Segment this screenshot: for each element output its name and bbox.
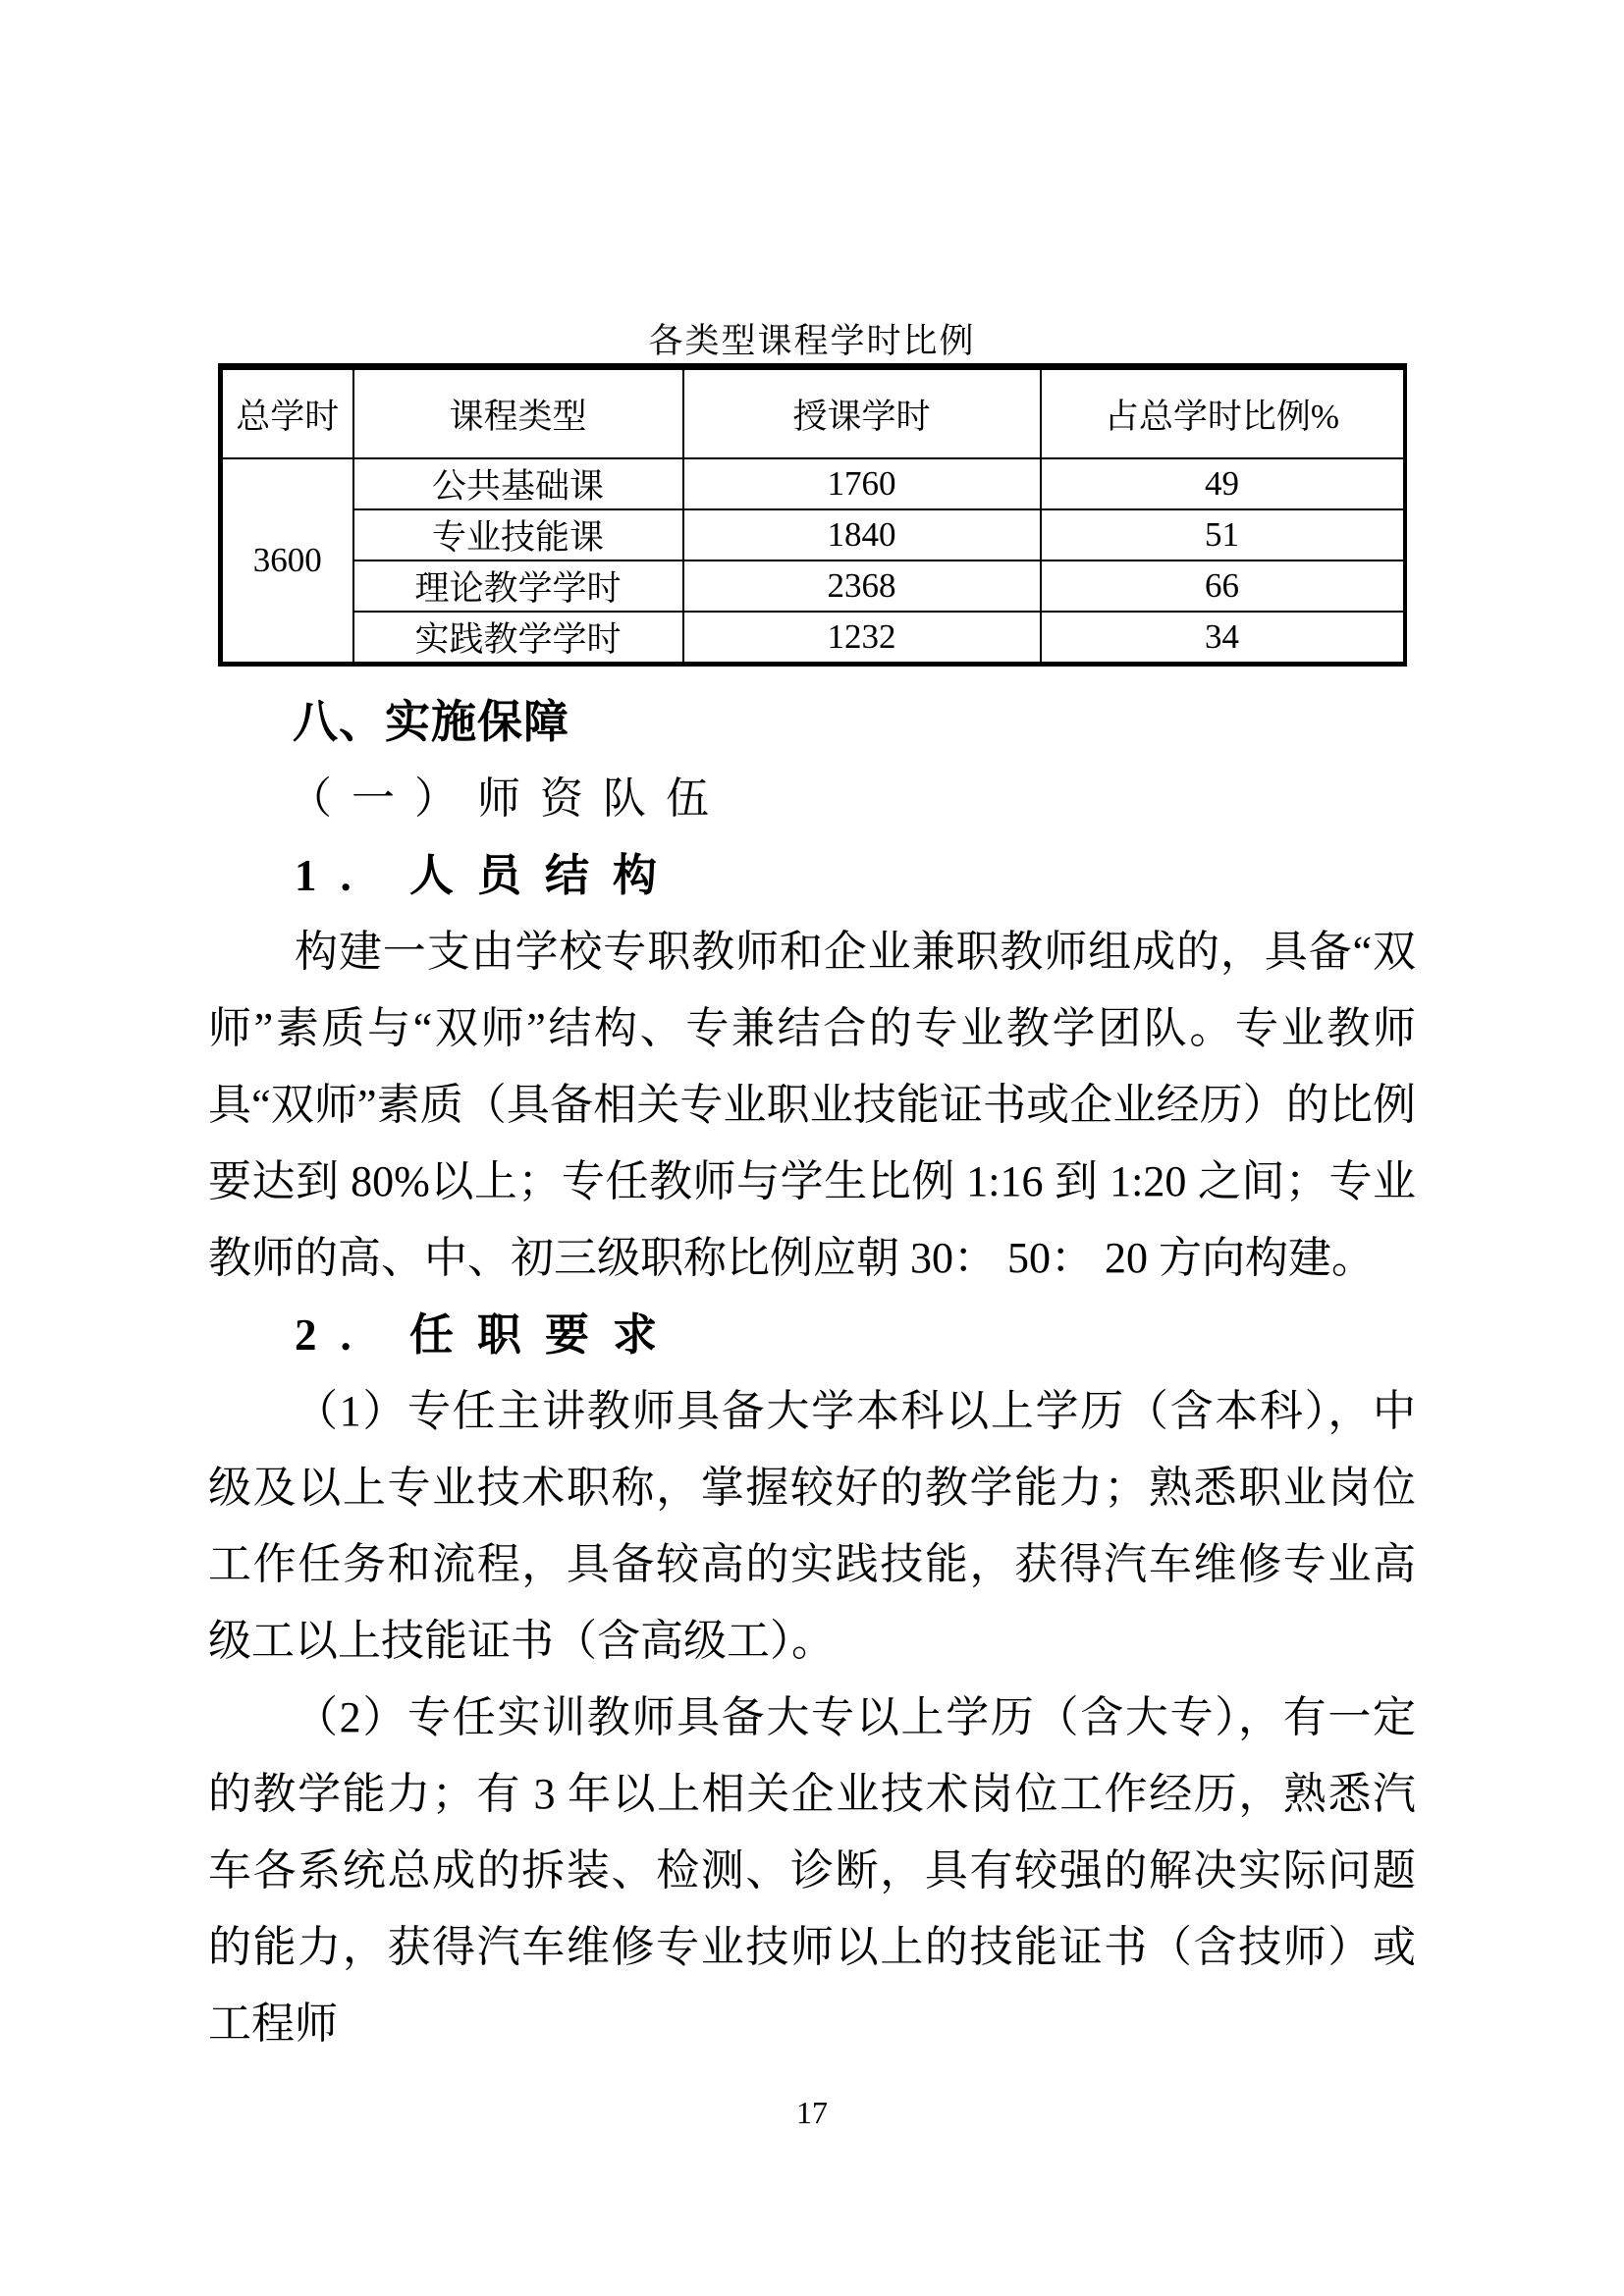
hours-cell: 1760 (683, 458, 1041, 509)
course-type-cell: 专业技能课 (353, 509, 683, 561)
body-text (208, 684, 1416, 2062)
table-row (221, 509, 1405, 561)
table-title: 各类型课程学时比例 (648, 322, 976, 360)
paragraph-requirement-2: （2）专任实训教师具备大专以上学历（含大专），有一定的教学能力；有 3 年以上相关企业技术岗位工作经历，熟悉汽车各系统总成的拆装、检测、诊断，具有较强的解决实际问题的能力，获得汽车维修专业技师以上的技能证书（含技师）或工程师 (208, 1693, 1416, 2048)
heading-personnel-structure: 1. 人员结构 (295, 851, 681, 900)
table-row (221, 561, 1405, 612)
col-header-teaching-hours: 授课学时 (683, 367, 1041, 459)
course-type-cell: 实践教学学时 (353, 612, 683, 665)
course-type-cell: 理论教学学时 (353, 561, 683, 612)
hours-cell: 1840 (683, 509, 1041, 561)
percent-cell: 49 (1041, 458, 1405, 509)
heading-job-requirements: 2. 任职要求 (295, 1310, 681, 1360)
paragraph-personnel-structure: 构建一支由学校专职教师和企业兼职教师组成的，具备“双师”素质与“双师”结构、专兼结合的专业教学团队。专业教师具“双师”素质（具备相关专业职业技能证书或企业经历）的比例要达到 80%以上；专任教师与学生比例 1:16 到 1:20 之间；专业教师的高、中、初三级职称比例应朝 30： 50： 20 方向构建。 (208, 928, 1416, 1282)
hours-cell: 2368 (683, 561, 1041, 612)
col-header-total-hours: 总学时 (221, 367, 353, 459)
total-hours-cell: 3600 (221, 458, 353, 665)
course-type-cell: 公共基础课 (353, 458, 683, 509)
percent-cell: 51 (1041, 509, 1405, 561)
paragraph-requirement-1: （1）专任主讲教师具备大学本科以上学历（含本科），中级及以上专业技术职称，掌握较好的教学能力；熟悉职业岗位工作任务和流程，具备较高的实践技能，获得汽车维修专业高级工以上技能证书（含高级工）。 (208, 1387, 1416, 1665)
table-row (221, 458, 1405, 509)
col-header-course-type: 课程类型 (353, 367, 683, 459)
hours-cell: 1232 (683, 612, 1041, 665)
table-header-row (221, 367, 1405, 459)
course-hours-table (218, 363, 1407, 667)
table-row (221, 612, 1405, 665)
section-heading-implementation-guarantee: 八、实施保障 (293, 697, 569, 747)
percent-cell: 66 (1041, 561, 1405, 612)
percent-cell: 34 (1041, 612, 1405, 665)
page-number: 17 (796, 2095, 828, 2130)
col-header-percent: 占总学时比例% (1041, 367, 1405, 459)
subsection-heading-teaching-staff: （一）师资队伍 (289, 774, 729, 823)
